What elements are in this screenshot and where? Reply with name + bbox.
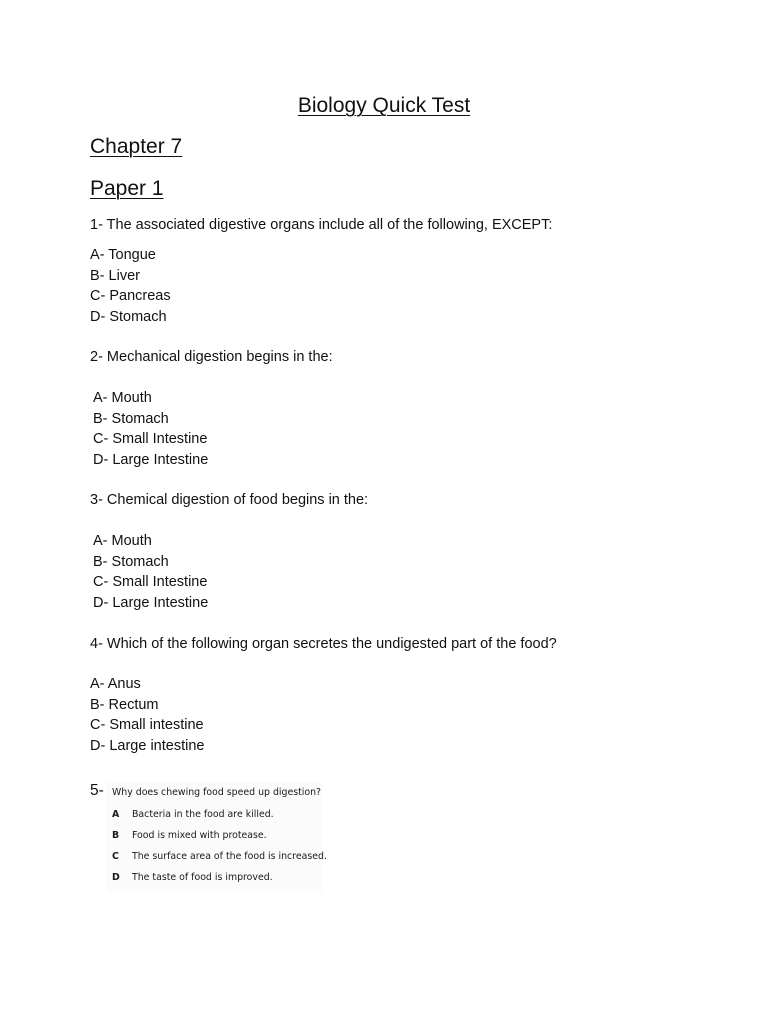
page-title: Biology Quick Test	[297, 94, 471, 117]
question-5-number: 5-	[90, 782, 104, 799]
question-4-option-d: D- Large intestine	[90, 737, 205, 754]
question-1-option-a: A- Tongue	[90, 247, 156, 263]
question-1-option-b: B- Liver	[90, 267, 140, 284]
question-1-option-d: D- Stomach	[90, 308, 167, 325]
question-2-option-b: B- Stomach	[93, 410, 169, 427]
chapter-heading: Chapter 7	[90, 135, 183, 158]
question-5-option-a	[112, 809, 274, 820]
question-4-text: 4- Which of the following organ secretes the undigested part of the food?	[90, 636, 557, 652]
question-5-option-b-text: Food is mixed with protease.	[132, 830, 267, 841]
paper-heading: Paper 1	[90, 177, 164, 200]
question-2-text: 2- Mechanical digestion begins in the:	[90, 349, 333, 365]
question-3-options	[93, 531, 208, 613]
question-4-option-b: B- Rectum	[90, 696, 159, 713]
question-5-option-d	[112, 872, 273, 883]
question-2-option-c: C- Small Intestine	[93, 431, 208, 448]
question-2-options	[93, 388, 208, 470]
question-1-options	[90, 245, 171, 327]
question-5-option-c-letter: C	[112, 851, 119, 862]
question-5-option-c	[112, 851, 327, 862]
question-3-option-a: A- Mouth	[93, 533, 152, 549]
question-3-option-b: B- Stomach	[93, 553, 169, 570]
question-2-option-a: A- Mouth	[93, 390, 152, 406]
question-5-stem: Why does chewing food speed up digestion?	[112, 787, 322, 798]
question-3-text: 3- Chemical digestion of food begins in the:	[90, 492, 369, 508]
question-5-option-a-letter: A	[112, 809, 120, 820]
question-3-option-c: C- Small Intestine	[93, 574, 208, 591]
question-5-option-d-text: The taste of food is improved.	[132, 872, 273, 883]
question-5-option-a-text: Bacteria in the food are killed.	[132, 809, 274, 820]
question-4-option-a: A- Anus	[90, 676, 141, 692]
question-5-option-d-letter: D	[112, 872, 120, 883]
question-4-option-c: C- Small intestine	[90, 717, 204, 734]
question-5-option-c-text: The surface area of the food is increased.	[132, 851, 327, 862]
question-1-option-c: C- Pancreas	[90, 288, 171, 305]
question-3-option-d: D- Large Intestine	[93, 594, 209, 611]
question-5-option-b-letter: B	[112, 830, 120, 841]
question-2-option-d: D- Large Intestine	[93, 451, 209, 468]
question-1-text: 1- The associated digestive organs include all of the following, EXCEPT:	[90, 217, 553, 233]
question-5-option-b	[112, 830, 267, 841]
question-4-options	[90, 674, 204, 756]
question-5-image	[106, 782, 327, 892]
